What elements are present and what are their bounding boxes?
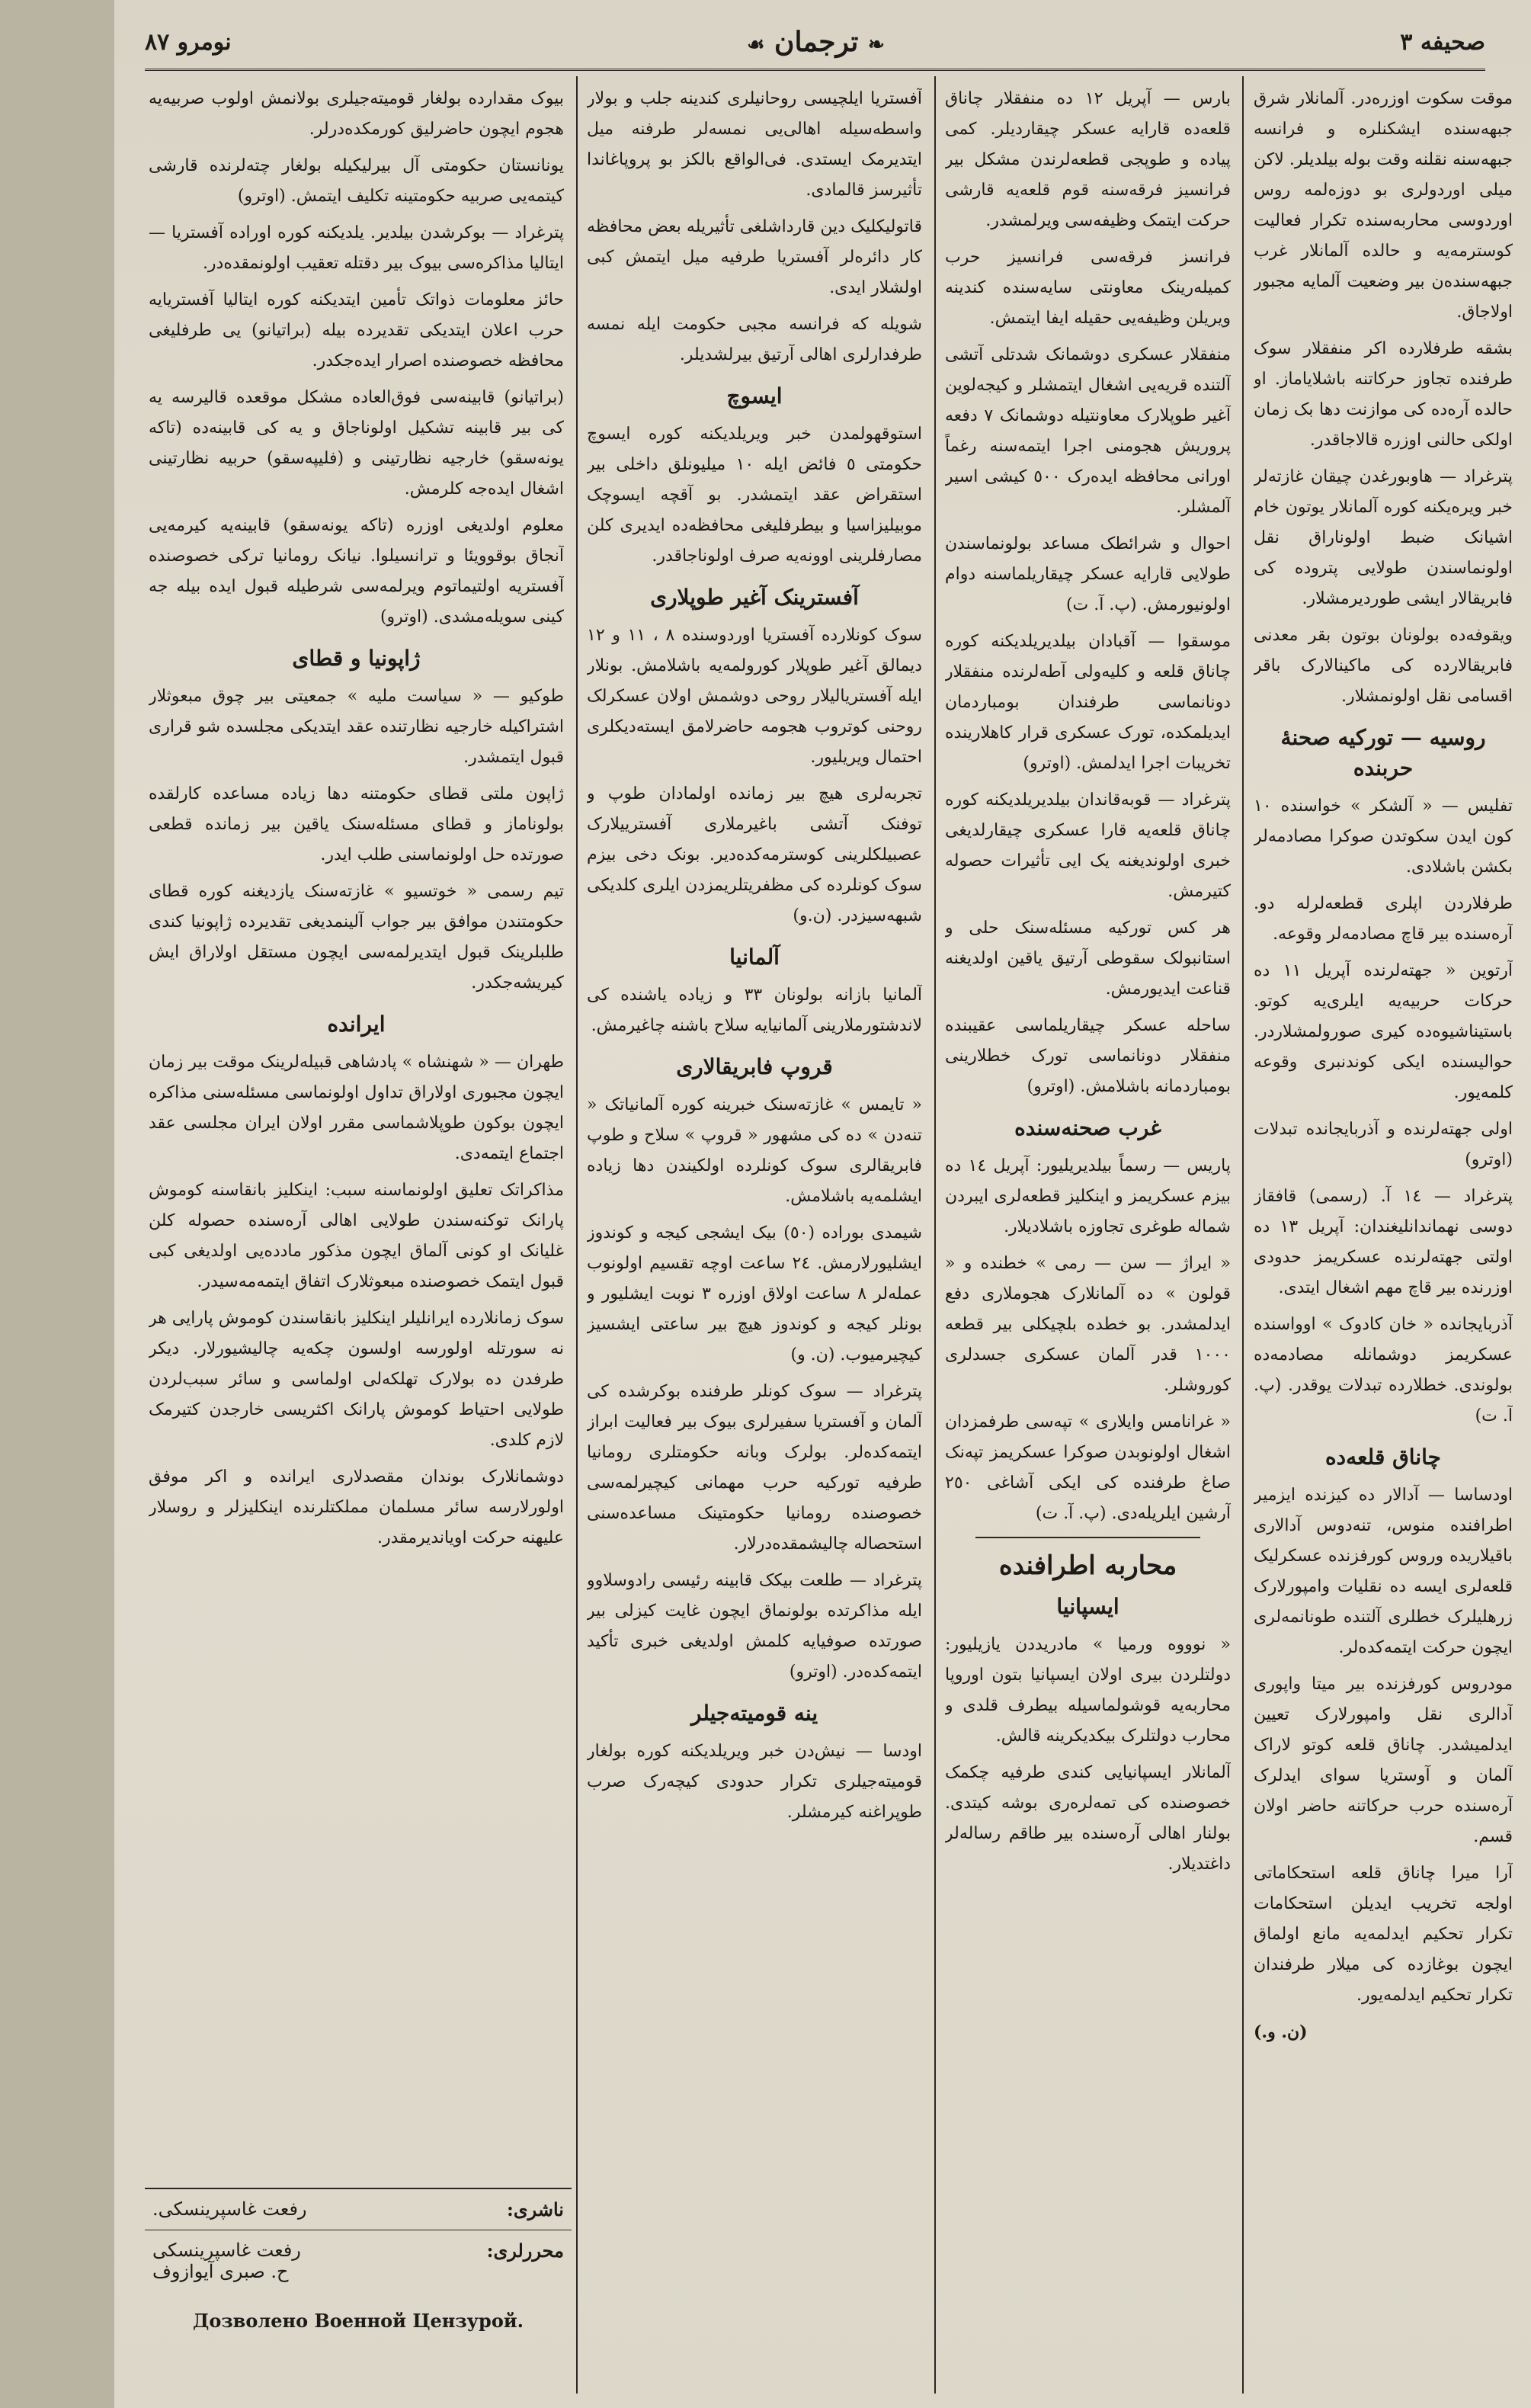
- article-source: (ن. و.): [1254, 2022, 1308, 2042]
- article-text: شویله که فرانسه مجبی حکومت ایله نمسه طرفدارلری اهالی آرتیق بیرلشدیلر.: [587, 315, 922, 364]
- article-text: پترغراد — ١٤ آ. (رسمی) قافقاز دوسی نهماندانلیغندان: آپریل ١٣ ده اولتی جهته‌لرنده عسکریمز حدودی اوزرنده بیر قاچ مهم اشغال ایتدی.: [1254, 1187, 1513, 1297]
- section-heading: ینه قومیته‌جیلر: [690, 1701, 818, 1726]
- article-text: معلوم اولدیغی اوزره (تاکه یونه‌سقو) قابینه‌یه کیرمه‌یی آنجاق بوقوویئا و ترانسیلوا. نیانک رومانیا ترکی خصوصنده آفستریه اولتیماتوم ویرلمه‌سی شرطیله قبول ایده بیله جه کینی سویله‌مشدی. (اوترو): [149, 516, 564, 627]
- column-1: [1254, 84, 1513, 2394]
- editor-name: رفعت غاسپرینسکی: [152, 2240, 301, 2261]
- article-text: طوکیو — « سیاست ملیه » جمعیتی بیر چوق مبعوثلار اشتراکیله خارجیه نظارتنده عقد ایتدیکی مجلسده شو قراری قبول ایتمشدر.: [149, 687, 564, 767]
- page-header: [145, 15, 1485, 71]
- article-text: منفقلار عسکری دوشمانک شدتلی آتشی آلتنده قریه‌یی اشغال ایتمشلر و کیجه‌لوین آغیر طوپلارک معاونتیله دوشمانک ٧ دفعه پروریش هجومنی اجرا ایتمه‌سنه رغماً اورانی محافظه ایده‌رک ٥٠٠ کیشی اسیر آلمشلر.: [945, 345, 1231, 517]
- column-rule: [1242, 76, 1244, 2394]
- article-text: فرانسز فرقه‌سی فرانسیز حرب کمیله‌رینک معاونتی سایه‌سنده کندینه ویریلن وظیفه‌یی حقیله ایفا ایتمش.: [945, 248, 1231, 328]
- section-heading: روسیه — تورکیه صحنهٔ حربنده: [1280, 725, 1486, 781]
- article-text: موقت سکوت اوزره‌در. آلمانلار شرق جبهه‌سنده ایشکنلره و فرانسه جبهه‌سنه نقلنه وقت بوله بیلدیلر. لاکن میلی اوردولری بو دوزه‌لمه روس اوردوسی محاربه‌سنده تکرار فعالیت کوسترمه‌یه و حالده آلمانلار غرب جبهه‌سنده‌ن بیر وضعیت آلمایه مجبور اولاجاق.: [1254, 89, 1513, 322]
- article-text: احوال و شرائطک مساعد بولونماسندن طولایی قارایه عسکر چیقاریلماسنه دوام اولونیورمش. (پ. آ. ت): [945, 534, 1231, 614]
- article-text: مودروس کورفزنده بیر میتا واپوری آدالری نقل وامپورلارک تعیین ایدلمیشدر. چاناق قلعه کوتو لاراک آلمان و آوستریا سوای ایدلرک آره‌سنده حرب حرکاتنه حاضر اولان قسم.: [1254, 1675, 1513, 1846]
- article-text: اودساسا — آدالار ده کیزنده ایزمیر اطرافنده منوس، تنه‌دوس آدالاری باقیلاریده وروس کورفزنده عسکرلیک قلعه‌لری ایسه ده نقلیات وامپورلارک زرهلیلرک خطلری آلتنده طونانمه‌لری ایچون حرکت ایتمه‌کده‌لر.: [1254, 1486, 1513, 1657]
- section-heading: ایرانده: [327, 1012, 386, 1037]
- article-text: طهران — « شهنشاه » پادشاهی قبیله‌لرینک موقت بیر زمان ایچون مجبوری اولاراق تداول اولونماسی مسئله‌سنی مذاکره ایچون بوکون طوپلاشماسی مقرر اولان ایران مجلسی عقد اجتماع ایتمه‌دی.: [149, 1053, 564, 1163]
- article-text: هر کس تورکیه مسئله‌سنک حلی و استانبولک سقوطی آرتیق یاقین اولدیغنه قناعت ایدیورمش.: [945, 919, 1231, 999]
- article-text: اولی جهته‌لرنده و آذربایجانده تبدلات (اوترو): [1254, 1120, 1513, 1169]
- divider: [975, 1537, 1200, 1538]
- article-text: « نوووه ورمیا » مادریددن یازیلیور: دولتلردن بیری اولان ایسپانیا بتون اوروپا محاربه‌یه قوشولماسیله بیطرف قلدی و محارب دولتلرک بیکدیکرینه قالش.: [945, 1635, 1231, 1746]
- column-rule: [576, 76, 578, 2394]
- article-text: تفلیس — « آلشکر » خواسنده ١٠ کون ایدن سکوتدن صوکرا مصادمه‌لر بکشن باشلادی.: [1254, 797, 1513, 877]
- publisher-name: رفعت غاسپرینسکی.: [152, 2198, 307, 2220]
- section-heading: قروپ فابریقالاری: [676, 1054, 833, 1079]
- ornament-icon: ☙: [747, 34, 765, 56]
- column-3: [587, 84, 922, 2394]
- article-text: سوک زمانلارده ایرانلیلر اینکلیز بانقاسندن کوموش پارایی هر نه سورتله اولورسه اولسون چکه‌یه چالیشیورلار. دیکر طرفدن ده بولارک تهلکه‌لی اولماسی و سائر سبب‌لردن طولایی احتیاط کوموش پارانک اکثریسی خارجدن کتیرمک لازم کلدی.: [149, 1309, 564, 1450]
- column-4: [149, 84, 564, 2172]
- publisher-footer: [145, 2188, 572, 2395]
- section-heading: آفسترینک آغیر طوپلاری: [650, 585, 859, 610]
- article-text: تجربه‌لری هیچ بیر زمانده اولمادان طوپ و توفنک آتشی باغیرملاری آفسترییلارک عصبیلکلرینی کوسترمه‌کده‌دیر. بونک دخی بیزم سوک کونلرده کی مظفریتلریمزدن ایلری کلدیکی شبهه‌سیزدر. (ن.و): [587, 784, 922, 925]
- masthead-title: ❧ ترجمان ☙: [747, 26, 885, 58]
- article-text: دوشمانلارک بوندان مقصدلاری ایرانده و اکر موفق اولورلارسه سائر مسلمان مملکتلرنده اینکلیزلر و روسلار علیهنه حرکت اویاندیرمقدر.: [149, 1467, 564, 1547]
- editors-names: [152, 2240, 301, 2282]
- article-text: قاتولیکلیک دین قاردا‌شلغی تأثیریله بعض محافظه کار دائره‌لر آفستریا طرفیه میل ایتمش کبی اولشلار ایدی.: [587, 217, 922, 297]
- article-text: آرتوین « جهته‌لرنده آپریل ١١ ده حرکات حربیه‌یه ایلری‌یه کوتو. باستیناشیوه‌ده کیری صورولمشلاردر. حوالیسنده ایکی کوندنبری وقوعه کلمه‌یور.: [1254, 961, 1513, 1102]
- article-text: پاریس — رسماً بیلدیریلیور: آپریل ١٤ ده بیزم عسکریمز و اینکلیز قطعه‌لری ایبردن شماله طوغری تجاوزه باشلادیلار.: [945, 1156, 1231, 1236]
- article-text: موسقوا — آقبادان بیلدیریلدیکنه کوره چاناق قلعه و کلیه‌‌ولی آطه‌لرنده منفقلار دونانماسی طرفندان بومباردمان ایدیلمکده، تورک عسکری قرار کاهلارینده تخریبات اجرا ایدلمش. (اوترو): [945, 632, 1231, 773]
- article-text: تیم رسمی « خوتسیو » غازته‌سنک یازدیغنه کوره قطای حکومتندن موافق بیر جواب آلینمدیغی تقدیرده ژاپونیا کندی طلبلرینک قبول ایتدیرلمه‌سی ایچون مستقل اولاراق ایش کیریشه‌جکدر.: [149, 882, 564, 992]
- editor-name: ح. صبری آیوازوف: [152, 2261, 289, 2282]
- section-heading: آلمانیا: [729, 944, 780, 970]
- article-text: بیوک مقدارده بولغار قومیته‌جیلری بولانمش اولوب صربیه‌یه هجوم ایچون حاضرلیق کورمکده‌درلر.: [149, 89, 564, 139]
- article-text: ژاپون ملتی قطای حکومتنه دها زیاده مساعده کارلقده بولوناماز و قطای مسئله‌سنک یاقین بیر زمانده قطعی صورتده حل اولونماسنی طلب ایدر.: [149, 784, 564, 864]
- article-text: ویقوفه‌ده بولونان بوتون بقر معدنی فابریقالارده کی ماکینالارک باقر اقسامی نقل اولونمشلار.: [1254, 626, 1513, 706]
- page-number: صحيفه ٣: [1400, 28, 1485, 56]
- article-text: مذاکراتک تعلیق اولونماسنه سبب: اینکلیز بانقاسنه کوموش پارانک توکنه‌سندن طولایی اهالی آره‌سنده حصوله کلن غلیانک او کونی آلماق ایچون مذکور مادده‌یی اولدیغی کبی قبول ایتمک خصوصنده مبعوثلارک اتفاق ایتمه‌مه‌سیدر.: [149, 1181, 564, 1291]
- article-text: طرفلاردن اپلری قطعه‌لرله دو. آره‌سنده بیر قاچ مصادمه‌لر وقوعه.: [1254, 894, 1513, 944]
- article-text: سوک کونلارده آفستریا اوردوسنده ٨ ، ١١ و ١٢ دیمالق آغیر طوپلار کورولمه‌یه باشلامش. بونلار ایله آفستریالیلار روحی دوشمش اولان عسکرلک روحنی کوتروب هجومه حاضرلامق ایسته‌دیکلری احتمال ویریلیور.: [587, 626, 922, 767]
- article-text: شیمدی بوراده (٥٠) بیک ایشجی کیجه و کوندوز ایشلیورلارمش. ٢٤ ساعت اوچه تقسیم اولونوب عمله‌لر ٨ ساعت اولاق اوزره ٣ نوبت ایشلیور و بونلر کیجه و کوندوز هیچ بیر ساعتی ایشسیز کیچیرمیوب. (ن. و): [587, 1223, 922, 1364]
- editors-label: محررلری:: [486, 2240, 564, 2262]
- article-text: یونانستان حکومتی آل بیرلیکیله بولغار چته‌لرنده قارشی کیتمه‌یی صربیه حکومتینه تکلیف ایتمش. (اوترو): [149, 156, 564, 206]
- publisher-label: ناشری:: [507, 2198, 564, 2220]
- article-text: « تایمس » غازته‌سنک خبرینه کوره آلمانیاتک « تنه‌دن » ده کی مشهور « قروپ » سلاح و طوپ فابریقالری سوک کونلرده اولکیندن دها زیاده ایشلمه‌یه باشلامش.: [587, 1095, 922, 1206]
- article-text: بشقه طرفلارده اکر منفقلار سوک طرفنده تجاوز حرکاتنه باشلایاماز. او حالده آره‌ده کی موازنت دها بک زمان اولکی حالنی اوزره قالاجاقدر.: [1254, 339, 1513, 450]
- issue-number: نومرو ٨٧: [145, 28, 232, 56]
- article-text: آفستریا ایلچیسی روحانیلری کندینه جلب و بولار واسطه‌سیله اهالی‌یی نمسه‌لر طرفنه میل ایتدیرمک ایستدی. فی‌الواقع بالکز بو پروپاغاندا تأثیرسز قالمادی.: [587, 89, 922, 200]
- column-rule: [934, 76, 936, 2394]
- section-heading: غرب صحنه‌سنده: [1014, 1115, 1161, 1140]
- article-text: « غرانامس وایلاری » تپه‌سی طرفمزدان اشغال اولونوبدن صوکرا عسکریمز تپه‌نک صاغ طرفنده کی ایکی آشاغی ٢٥٠ آرشین ایلریله‌دی. (پ. آ. ت): [945, 1412, 1231, 1523]
- section-heading: چاناق قلعه‌ده: [1325, 1444, 1441, 1470]
- article-text: « ایراژ — سن — رمی » خطنده و « قولون » ده آلمانلارک هجوملاری دفع ایدلمشدر. بو خطده بلچیکلی بیر قطعه ١٠٠٠ قدر آلمان عسکری جسدلری کوروشلر.: [945, 1254, 1231, 1395]
- section-heading: محاربه اطرافنده: [998, 1550, 1177, 1581]
- section-heading: ایسوچ: [726, 383, 783, 409]
- article-text: ساحله عسکر چیقاریلماسی عقیبنده منفقلار دونانماسی تورک خطلارینی بومباردمانه باشلامش. (اوترو): [945, 1016, 1231, 1096]
- article-text: آلمانلار ایسپانیایی کندی طرفیه چکمک خصوصنده کی تمه‌لره‌ری بوشه کیتدی. بولنار اهالی آره‌سنده بیر طاقم رساله‌لر داغتدیلار.: [945, 1763, 1231, 1874]
- censor-note: Дозволено Военной Цензурой.: [193, 2310, 524, 2332]
- newspaper-page: [114, 0, 1531, 2408]
- article-text: پترغراد — هاوبورغدن چیقان غازته‌لر خبر ویره‌یکنه کوره آلمانلار یوتون خام اشیانک ضبط اولوناراق نقل اولونماسندن طولایی پترو‌ده کی فابریقالار ایشی طورد‌یرمشلار.: [1254, 467, 1513, 608]
- subsection-heading: ایسپانیا: [1056, 1594, 1119, 1619]
- editors-row: [145, 2230, 572, 2291]
- article-text: استوقهولمدن خبر ویریلدیکنه کوره ایسوچ حکومتی ٥ فائض ایله ١٠ میلیونلق داخلی بیر استقراض عقد ایتمشدر. بو آقچه ایسوچک موبیلیزاسیا و بیطرفلیغی محافظه‌ده ایدیری کلن مصارفلرینی اوونه‌یه صرف اولوناجاقدر.: [587, 425, 922, 566]
- article-text: آذربایجانده « خان کادوک » اوواسنده عسکریمز دوشمانله مصادمه‌ده بولوندی. خطلارده تبدلات یوقدر. (پ. آ. ت): [1254, 1315, 1513, 1425]
- article-text: حائز معلومات ذواتک تأمین ایتدیکنه کوره ایتالیا آفستریایه حرب اعلان ایتدیکی تقدیرده بیله (براتیانو) یی طرفلیغی محافظه خصوصنده اصرار ایده‌جکدر.: [149, 290, 564, 370]
- article-text: پترغراد — سوک کونلر طرفنده بوکرشده کی آلمان و آفستریا سفیرلری بیوک بیر فعالیت ابراز ایتمه‌کده‌لر. بولرک وبانه حکومتلری رومانیا طرفیه تورکیه حرب مهمانی کیچیرلمه‌سی خصوصنده رومانیا حکومتینک مساعده‌سنی استحصاله چالیشمقده‌درلار.: [587, 1382, 922, 1553]
- article-text: پترغراد — بوکرشدن بیلدیر. یلدیکنه کوره اوراده آفستریا — ایتالیا مذاکره‌سی بیوک بیر دقتله تعقیب اولونمقده‌در.: [149, 223, 564, 273]
- article-text: اودسا — نیش‌دن خبر ویریلدیکنه کوره بولغار قومیته‌جیلری تکرار حدودی کیچه‌رک صرب طوپراغنه کیرمشلر.: [587, 1742, 922, 1822]
- article-text: پترغراد — قوبه‌‌قاندان بیلدیریلدیکنه کوره چاناق قلعه‌یه قارا عسکری چیقارلدیغی خبری اولوندیغنه یک ایی تأثیرات حصوله کتیرمش.: [945, 790, 1231, 901]
- article-text: پترغراد — طلعت بیکک قابینه رئیسی رادوسلاوو ایله مذاکرتده بولونماق ایچون غایت کیزلی بیر صورتده صوفیایه کلمش اولدیغی خبری تأکید ایتمه‌کده‌در. (اوترو): [587, 1571, 922, 1682]
- article-text: آرا میرا چاناق قلعه استحکاماتی اولجه تخریب ایدیلن استحکامات تکرار تحکیم ایدلمه‌یه مانع اولماق ایچون بوغازده کی میلار طرفندان تکرار تحکیم ایدلمه‌یور.: [1254, 1864, 1513, 2005]
- column-2: [945, 84, 1231, 2394]
- publisher-row: [145, 2189, 572, 2230]
- article-text: بارس — آپریل ١٢ ده منفقلار چاناق قلعه‌ده قارایه عسکر چیقاردیلر. کمی پیاده و طوپجی قطعه‌لرندن مشکل بیر فرانسیز فرقه‌سنه قوم قلعه‌یه قارشی حرکت ایتمک وظیفه‌سی ویرلمشدر.: [945, 89, 1231, 230]
- article-text: آلمانیا بازانه بولونان ٣٣ و زیاده یاشنده کی لاندشتورملارینی آلمانیایه سلاح باشنه چاغیرمش.: [587, 986, 922, 1035]
- article-text: (براتیانو) قابینه‌سی فوق‌العاده مشکل موقعده قالیرسه یه کی بیر قابینه تشکیل اولوناجاق و یه کی قابینه‌ده (تاکه یونه‌سقو) خارجیه نظارتینی و (فلیپه‌سقو) حربیه نظارتینی اشغال ایده‌جه کلرمش.: [149, 388, 564, 499]
- ornament-icon: ❧: [867, 34, 885, 56]
- section-heading: ژاپونیا و قطای: [292, 646, 421, 671]
